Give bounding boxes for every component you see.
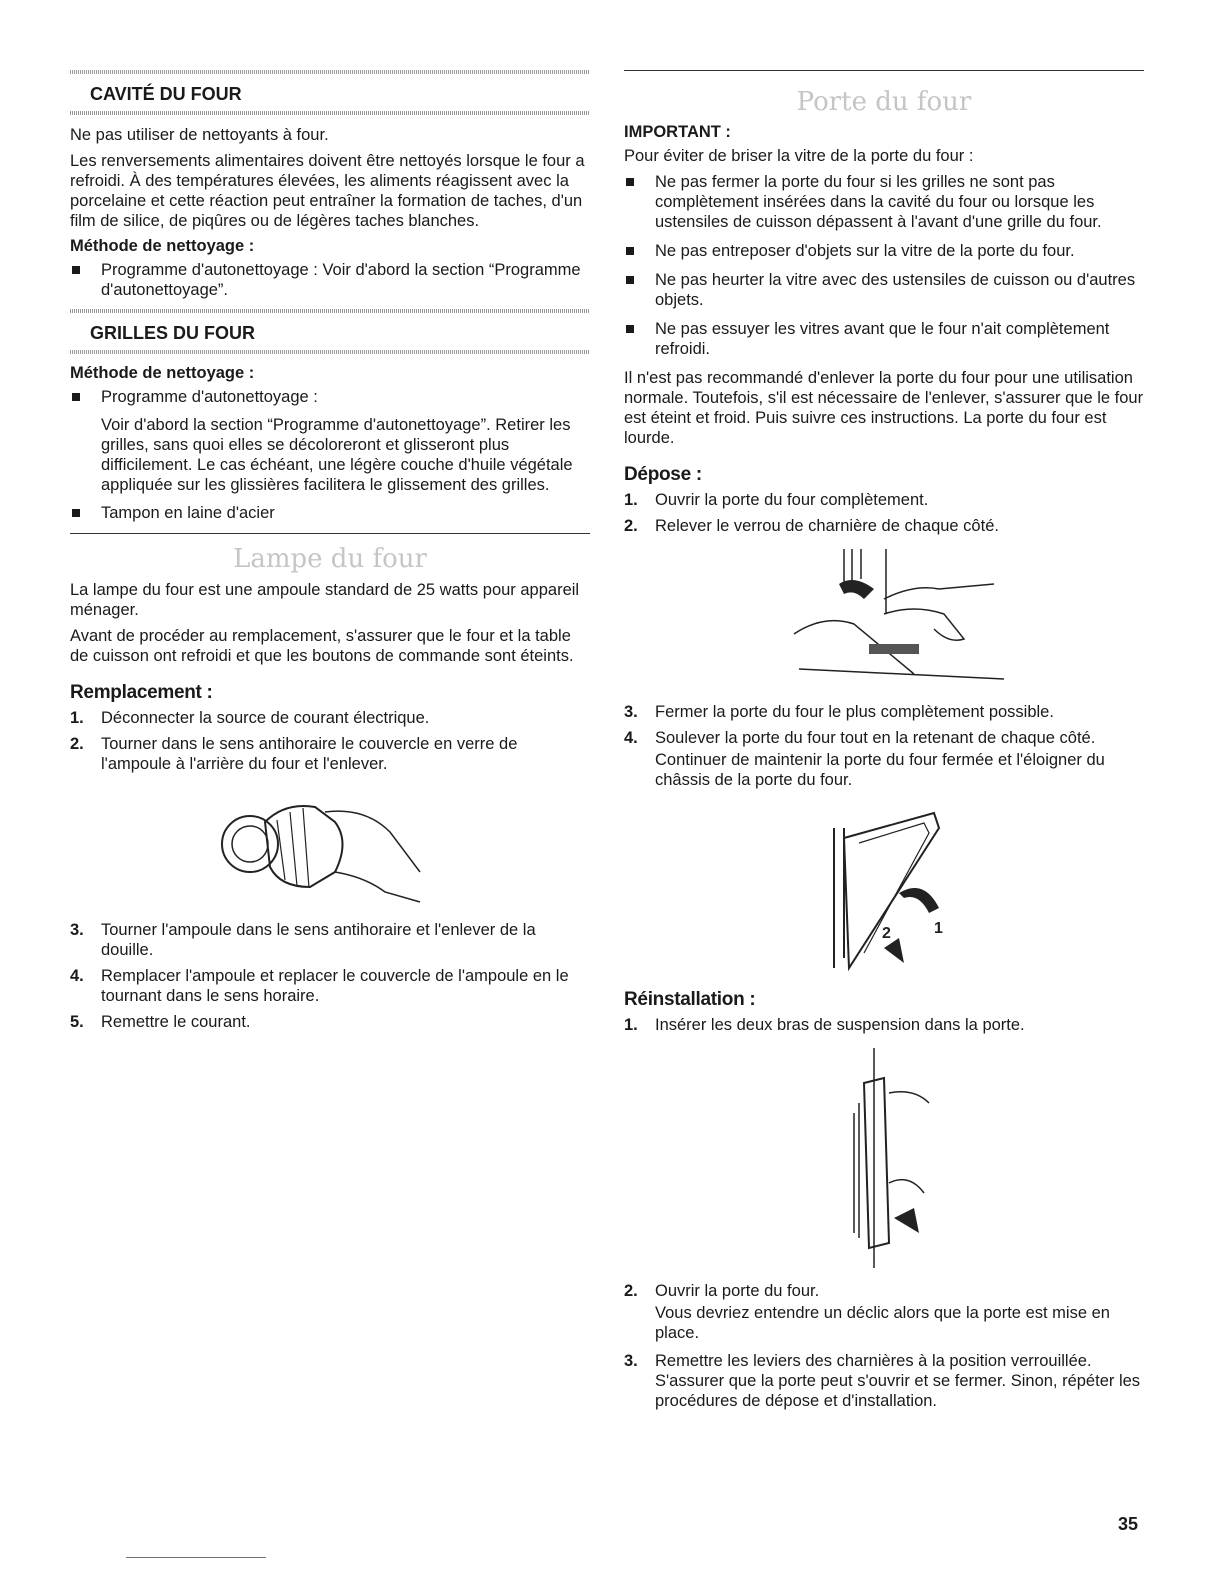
door-reinstall-illustration xyxy=(624,1043,1144,1273)
arrow-mark-2: 2 xyxy=(882,925,891,942)
list-item: Ne pas fermer la porte du four si les grilles ne sont pas complètement insérées dans la cavité du four ou lorsque les ustensiles de cuisson dépassent à l'avant d'une grille du four. xyxy=(624,172,1144,232)
left-column xyxy=(70,70,590,1038)
list-item: Ne pas heurter la vitre avec des ustensiles de cuisson ou d'autres objets. xyxy=(624,270,1144,310)
reinstall-heading: Réinstallation : xyxy=(624,989,756,1010)
list-item: 4. Soulever la porte du four tout en la retenant de chaque côté. xyxy=(624,729,1096,747)
list-item: 3. Fermer la porte du four le plus complètement possible. xyxy=(624,703,1054,721)
depose-heading: Dépose : xyxy=(624,464,702,485)
right-column xyxy=(624,70,1144,1417)
list-item: Tampon en laine d'acier xyxy=(70,503,590,523)
list-item: Ne pas entreposer d'objets sur la vitre de la porte du four. xyxy=(624,241,1144,261)
footer-line xyxy=(126,1557,266,1558)
hinge-illustration xyxy=(624,544,1144,694)
paragraph: Avant de procéder au remplacement, s'assurer que le four et la table de cuisson ont refroidi et que les boutons de commande sont éteints. xyxy=(70,627,574,665)
list-item-continuation: Continuer de maintenir la porte du four fermée et l'éloigner du châssis de la porte du four. xyxy=(655,751,1105,789)
steps-list xyxy=(624,1281,1144,1301)
paragraph: Il n'est pas recommandé d'enlever la porte du four pour une utilisation normale. Toutefois, s'il est nécessaire de l'enlever, s'assurer que le four est éteint et froid. Puis suivre ces instructions. La porte du four est lourde. xyxy=(624,369,1144,447)
bullet-list xyxy=(70,260,590,300)
list-item: 3. Tourner l'ampoule dans le sens antihoraire et l'enlever de la douille. xyxy=(70,921,536,959)
bullet-list xyxy=(624,172,1144,359)
steps-list xyxy=(70,708,590,774)
section-title-grilles: GRILLES DU FOUR xyxy=(90,323,255,343)
list-item: 5. Remettre le courant. xyxy=(70,1013,251,1031)
paragraph: Les renversements alimentaires doivent être nettoyés lorsque le four a refroidi. À des températures élevées, les aliments réagissent avec la porcelaine et cette réaction peut entraîner la formation de taches, d'un film de silice, de piqûres ou de légères taches blanches. xyxy=(70,152,585,230)
section-divider xyxy=(70,350,590,354)
list-item: 2. Ouvrir la porte du four. xyxy=(624,1282,820,1300)
steps-list xyxy=(70,920,590,1032)
section-title-porte: Porte du four xyxy=(796,87,972,117)
door-hinge-insert-icon xyxy=(814,1043,954,1273)
list-item: 3. Remettre les leviers des charnières à la position verrouillée. S'assurer que la porte peut s'ouvrir et se fermer. Sinon, répéter les procédures de dépose et d'installation. xyxy=(624,1352,1141,1410)
important-heading: IMPORTANT : xyxy=(624,123,731,141)
list-item: 1. Insérer les deux bras de suspension dans la porte. xyxy=(624,1016,1025,1034)
list-item: Programme d'autonettoyage : Voir d'abord la section “Programme d'autonettoyage”. xyxy=(70,260,590,300)
list-item: 1. Ouvrir la porte du four complètement. xyxy=(624,491,929,509)
section-rule xyxy=(624,70,1144,71)
list-item: 2. Tourner dans le sens antihoraire le couvercle en verre de l'ampoule à l'arrière du four et l'enlever. xyxy=(70,735,518,773)
remplacement-heading: Remplacement : xyxy=(70,682,213,703)
list-item: Programme d'autonettoyage : xyxy=(70,387,590,407)
section-title-lampe: Lampe du four xyxy=(233,544,427,574)
bulb-illustration xyxy=(70,782,590,912)
page-number: 35 xyxy=(1118,1514,1139,1534)
arrow-mark-1: 1 xyxy=(934,920,943,937)
steps-list xyxy=(624,490,1144,536)
steps-list xyxy=(624,1351,1144,1411)
door-lift-arrows-icon xyxy=(804,798,964,973)
steps-list xyxy=(624,702,1144,748)
bullet-list xyxy=(70,503,590,523)
list-item: 4. Remplacer l'ampoule et replacer le couvercle de l'ampoule en le tournant dans le sens horaire. xyxy=(70,967,569,1005)
list-item-continuation: Voir d'abord la section “Programme d'autonettoyage”. Retirer les grilles, sans quoi elles se décoloreront et glisseront plus difficilement. Le cas échéant, une légère couche d'huile végétale appliquée sur les glissières facilitera le glissement des grilles. xyxy=(101,416,573,494)
paragraph: La lampe du four est une ampoule standard de 25 watts pour appareil ménager. xyxy=(70,581,580,619)
method-heading: Méthode de nettoyage : xyxy=(70,237,255,255)
list-item: Ne pas essuyer les vitres avant que le four n'ait complètement refroidi. xyxy=(624,319,1144,359)
list-item: 2. Relever le verrou de charnière de chaque côté. xyxy=(624,517,999,535)
list-item-continuation: Vous devriez entendre un déclic alors que la porte est mise en place. xyxy=(655,1304,1110,1342)
hinge-lock-icon xyxy=(764,544,1004,694)
section-rule xyxy=(70,533,590,534)
door-removal-illustration xyxy=(624,798,1144,973)
method-heading: Méthode de nettoyage : xyxy=(70,364,255,382)
list-item: 1. Déconnecter la source de courant électrique. xyxy=(70,709,430,727)
bullet-list xyxy=(70,387,590,407)
bulb-cover-hand-icon xyxy=(215,782,445,912)
section-title-cavite: CAVITÉ DU FOUR xyxy=(90,84,242,104)
paragraph: Pour éviter de briser la vitre de la porte du four : xyxy=(624,147,974,165)
steps-list xyxy=(624,1015,1144,1035)
paragraph: Ne pas utiliser de nettoyants à four. xyxy=(70,126,329,144)
section-divider xyxy=(70,111,590,115)
